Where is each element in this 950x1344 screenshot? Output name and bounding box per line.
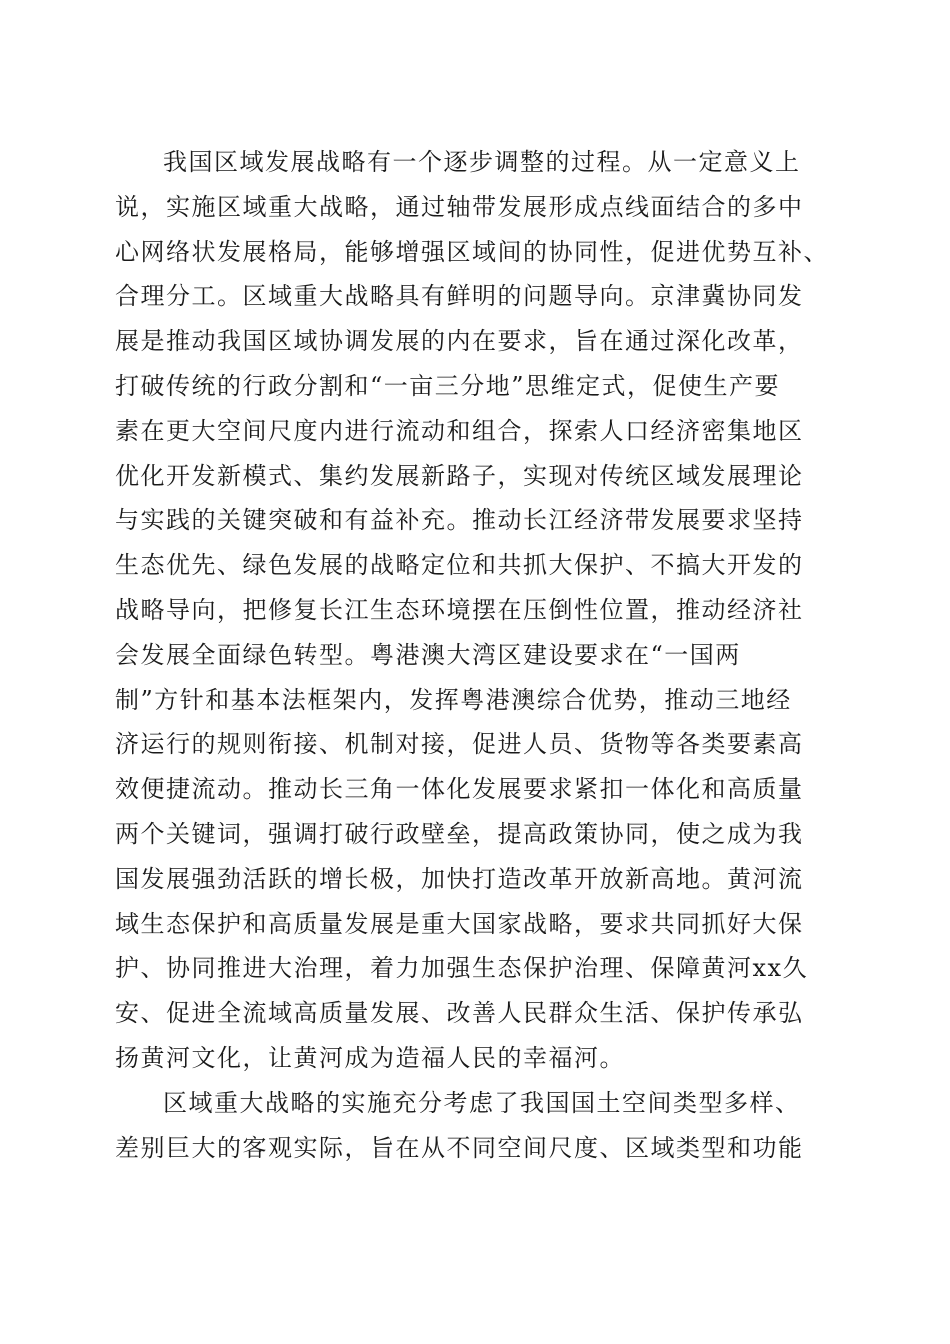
text-line: 打破传统的行政分割和“一亩三分地”思维定式，促使生产要 (115, 371, 781, 400)
paragraph-2 (115, 1081, 835, 1171)
text-line: 心网络状发展格局，能够增强区域间的协同性，促进优势互补、 (115, 237, 829, 266)
text-line: 展是推动我国区域协调发展的内在要求，旨在通过深化改革， (115, 327, 804, 356)
text-line: 优化开发新模式、集约发展新路子，实现对传统区域发展理论 (115, 461, 804, 490)
text-line: 效便捷流动。推动长三角一体化发展要求紧扣一体化和高质量 (115, 775, 804, 804)
text-line: 素在更大空间尺度内进行流动和组合，探索人口经济密集地区 (115, 416, 804, 445)
text-line: 战略导向，把修复长江生态环境摆在压倒性位置，推动经济社 (115, 595, 804, 624)
text-line: 济运行的规则衔接、机制对接，促进人员、货物等各类要素高 (115, 730, 804, 759)
text-line: 差别巨大的客观实际，旨在从不同空间尺度、区域类型和功能 (115, 1133, 804, 1162)
text-line: 域生态保护和高质量发展是重大国家战略，要求共同抓好大保 (115, 909, 804, 938)
text-line: 我国区域发展战略有一个逐步调整的过程。从一定意义上 (163, 148, 801, 176)
text-line: 制”方针和基本法框架内，发挥粤港澳综合优势，推动三地经 (115, 685, 792, 714)
text-line: 说，实施区域重大战略，通过轴带发展形成点线面结合的多中 (115, 192, 804, 221)
text-line: 安、促进全流域高质量发展、改善人民群众生活、保护传承弘 (115, 999, 804, 1028)
text-line: 扬黄河文化，让黄河成为造福人民的幸福河。 (115, 1043, 625, 1072)
text-line: 护、协同推进大治理，着力加强生态保护治理、保障黄河xx久 (115, 954, 809, 983)
text-line: 与实践的关键突破和有益补充。推动长江经济带发展要求坚持 (115, 506, 804, 535)
paragraph-1 (115, 140, 835, 1081)
text-line: 两个关键词，强调打破行政壁垒，提高政策协同，使之成为我 (115, 819, 804, 848)
text-line: 生态优先、绿色发展的战略定位和共抓大保护、不搞大开发的 (115, 551, 804, 580)
text-line: 区域重大战略的实施充分考虑了我国国土空间类型多样、 (163, 1088, 801, 1117)
text-line: 合理分工。区域重大战略具有鲜明的问题导向。京津冀协同发 (115, 282, 804, 311)
body-text (115, 140, 835, 1170)
text-line: 国发展强劲活跃的增长极，加快打造改革开放新高地。黄河流 (115, 864, 804, 893)
text-line: 会发展全面绿色转型。粤港澳大湾区建设要求在“一国两 (115, 640, 741, 669)
